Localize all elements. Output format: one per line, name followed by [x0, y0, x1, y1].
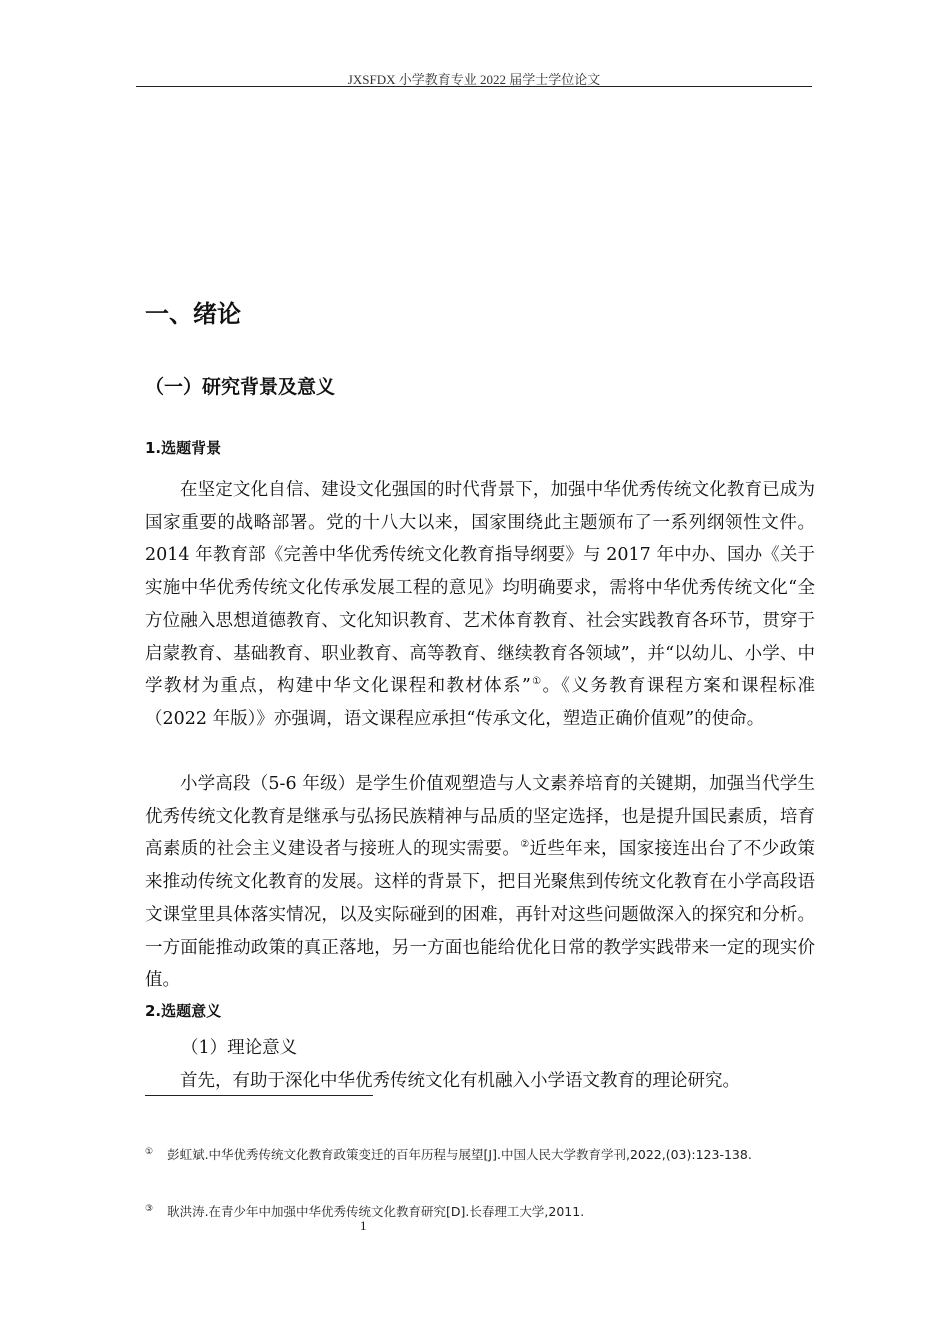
chapter-title: 一、绪论: [145, 300, 241, 328]
footnote-2: [145, 1192, 810, 1229]
footnote-mark: ③: [145, 1204, 154, 1214]
running-header: JXSFDX 小学教育专业 2022 届学士学位论文: [347, 72, 601, 87]
paragraph-text: 近些年来，国家接连出台了不少政策来推动传统文化教育的发展。这样的背景下，把目光聚焦到传统文化教育在小学高段语文课堂里具体落实情况，以及实际碰到的困难，再针对这些问题做深入的探究和分析。一方面能推动政策的真正落地，另一方面也能给优化日常的教学实践带来一定的现实价值。: [145, 839, 816, 991]
footnote-ref: ②: [520, 839, 530, 851]
paragraph-background: [145, 474, 815, 736]
paragraph-text: 小学高段（5-6 年级）是学生价值观塑造与人文素养培育的关键期，加强当代学生优秀传统文化教育是继承与弘扬民族精神与品质的坚定选择，也是提升国民素质，培育高素质的社会主义建设者与接班人的现实需要。: [145, 774, 815, 860]
footnote-ref: ①: [530, 676, 543, 688]
paragraph-theory: 首先，有助于深化中华优秀传统文化有机融入小学语文教育的理论研究。: [180, 1071, 740, 1091]
page-number: 1: [360, 1218, 367, 1233]
footnote-text: 彭虹斌.中华优秀传统文化教育政策变迁的百年历程与展望[J].中国人民大学教育学刊,2022,(03):123-138.: [167, 1147, 752, 1163]
footnote-text: 耿洪涛.在青少年中加强中华优秀传统文化教育研究[D].长春理工大学,2011.: [167, 1204, 585, 1220]
section-title: （一）研究背景及意义: [145, 376, 336, 398]
paragraph-stage: [145, 768, 815, 997]
paragraph-text: 在坚定文化自信、建设文化强国的时代背景下，加强中华优秀传统文化教育已成为国家重要的战略部署。党的十八大以来，国家围绕此主题颁布了一系列纲领性文件。2014 年教育部《完善中华优秀传统文化教育指导纲要》与 2017 年中办、国办《关于实施中华优秀传统文化传承发展工程的意见》均明确要求，需将中华优秀传统文化“全方位融入思想道德教育、文化知识教育、艺术体育教育、社会实践教育各环节，贯穿于启蒙教育、基础教育、职业教育、高等教育、继续教育各领域”，并“以幼儿、小学、中学教材为重点，构建中华文化课程和教材体系”: [145, 480, 815, 697]
subsection-title-background: 1.选题背景: [145, 439, 222, 457]
paragraph-text: 。《义务教育课程方案和课程标准（2022 年版）》亦强调，语文课程应承担“传承文化，塑造正确价值观”的使命。: [145, 676, 815, 729]
list-item-theory: （1）理论意义: [181, 1038, 298, 1058]
footnote-mark: ①: [145, 1147, 154, 1157]
subsection-title-significance: 2.选题意义: [145, 1002, 222, 1020]
footnote-rule: [145, 1095, 373, 1096]
header-rule: [136, 86, 812, 87]
footnote-1: [145, 1135, 810, 1172]
